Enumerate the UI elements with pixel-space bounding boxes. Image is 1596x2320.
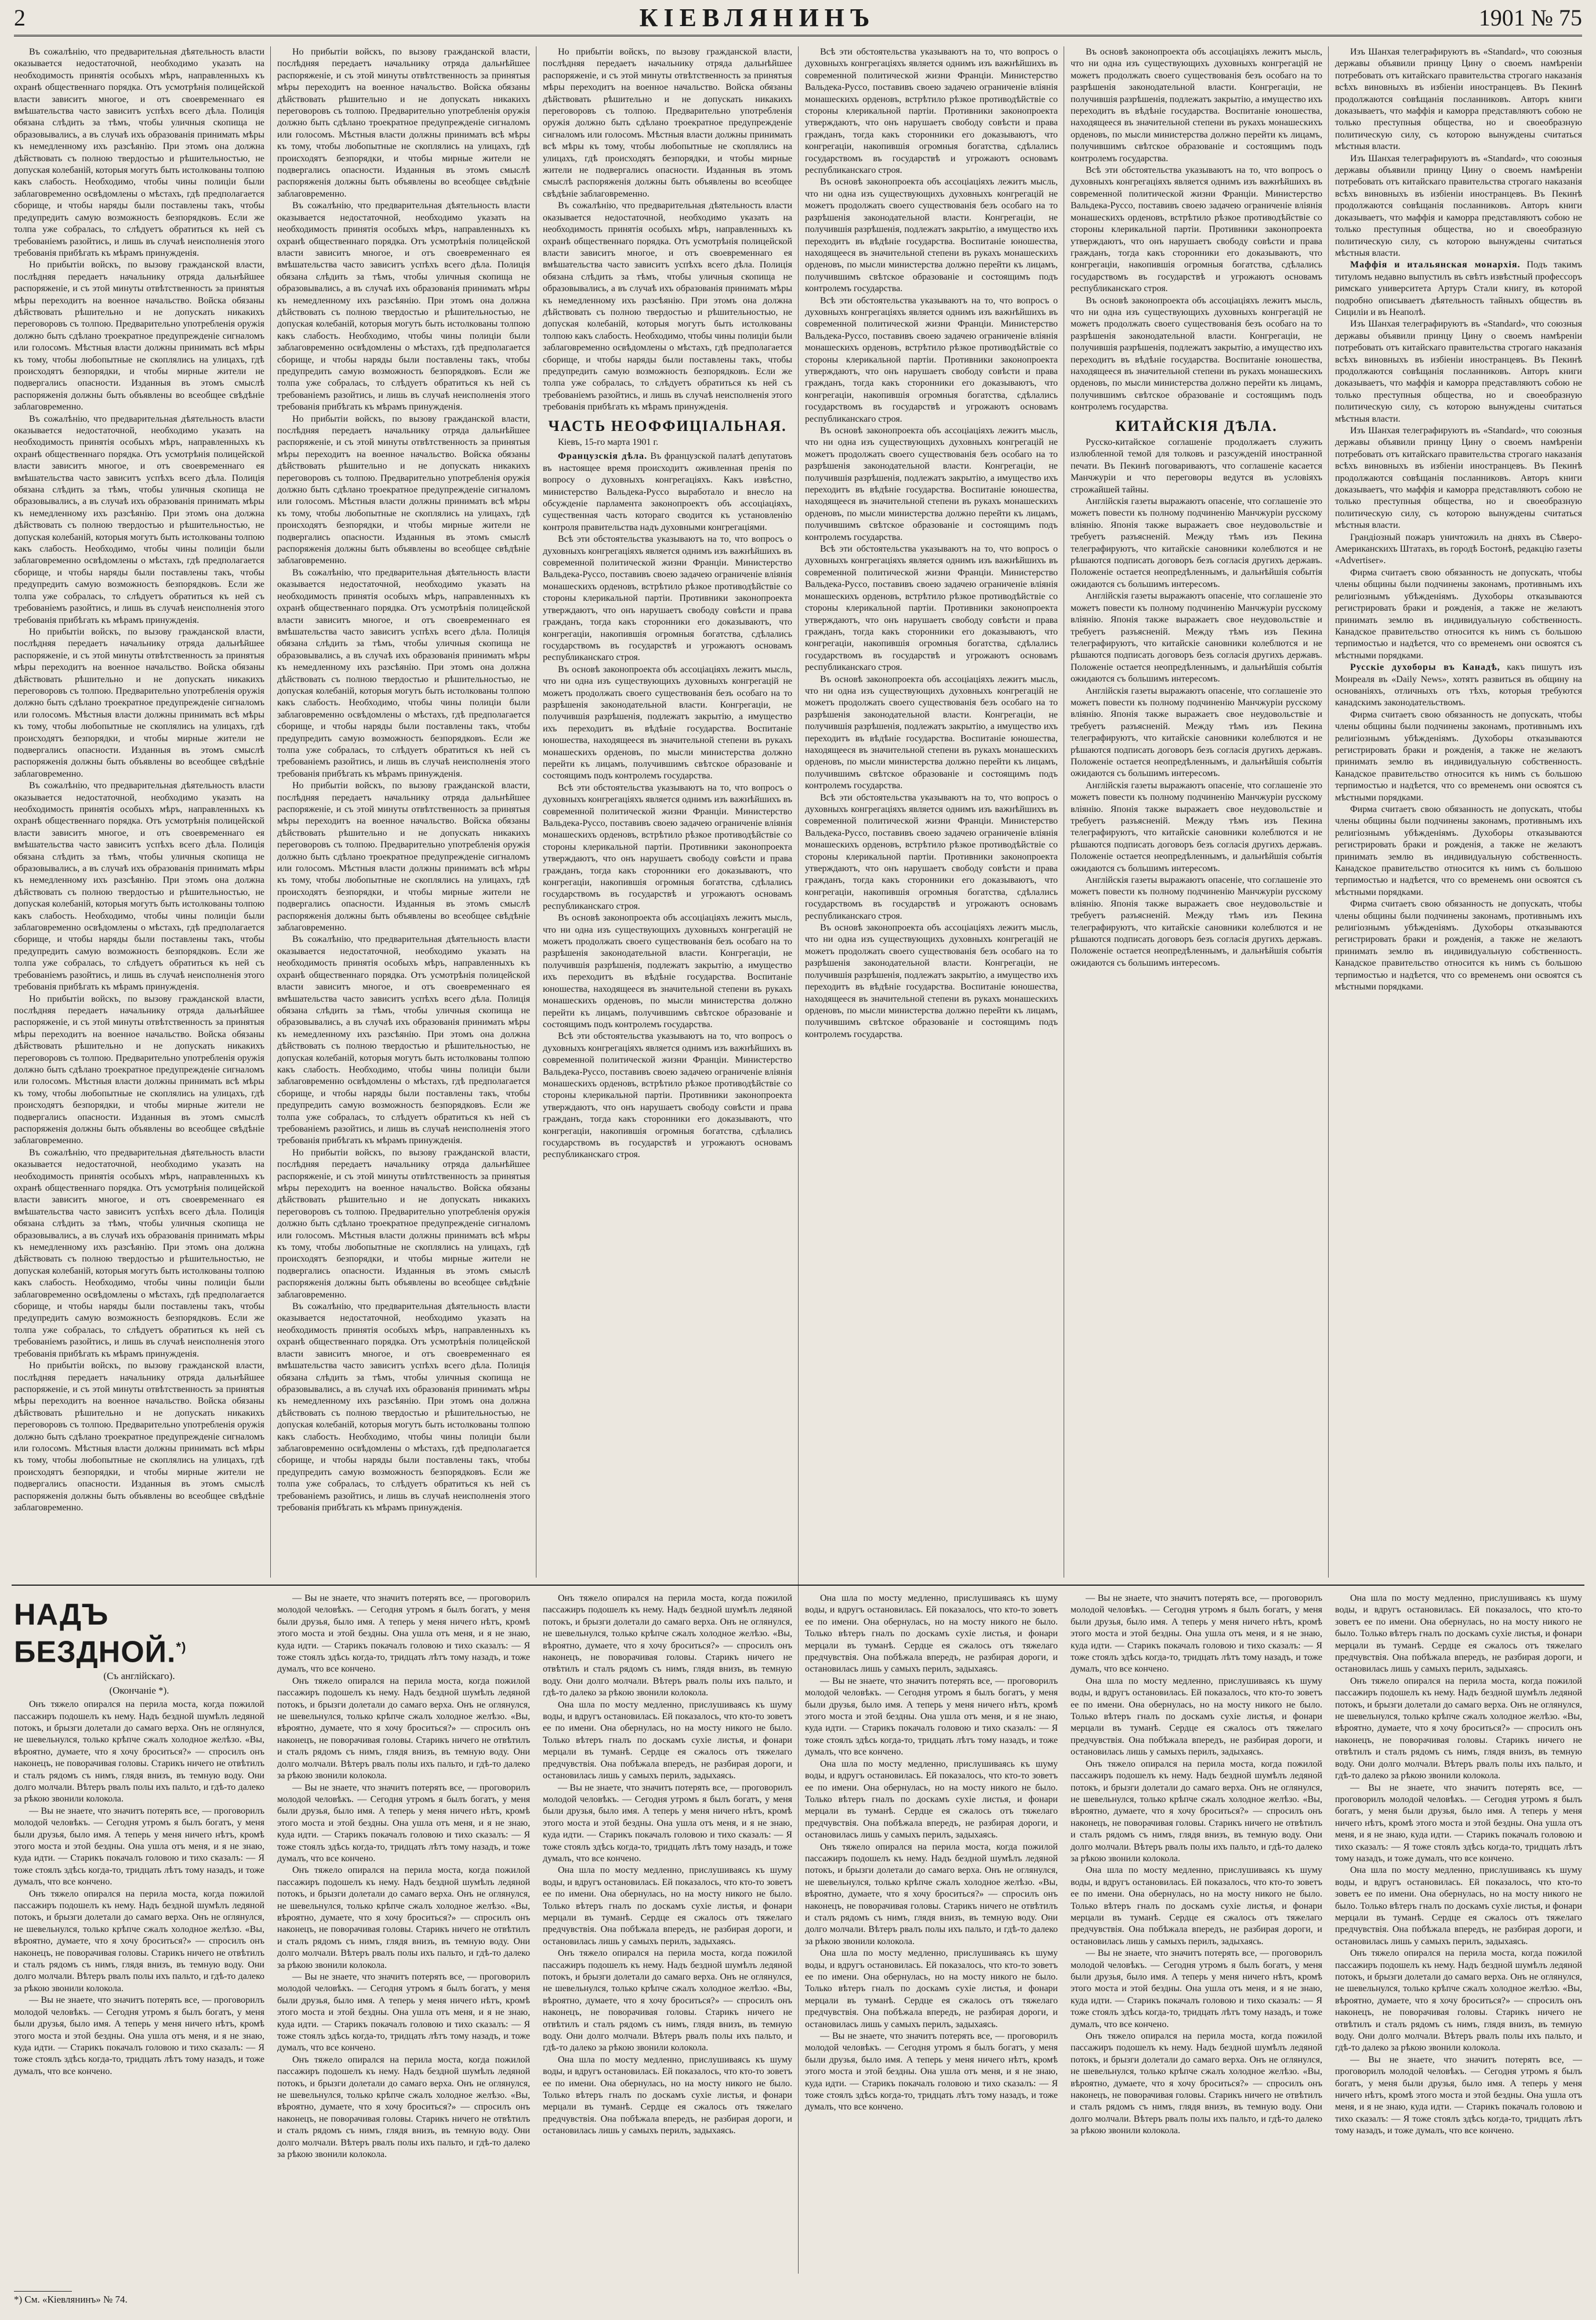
article-text: Англійскія газеты выражаютъ опасеніе, что соглашеніе это можетъ повести къ полному подчиненію Манчжуріи русскому вліянію. Японія также выражаетъ свое неудовольствіе и требуетъ разъясненій. Между тѣмъ изъ Пекина телеграфируютъ, что китайскіе сановники колеблются и не рѣшаются подписать договоръ безъ согласія другихъ державъ. Положеніе остается неопредѣленнымъ, и дальнѣйшія событія ожидаются съ большимъ интересомъ. xyxy=(1071,780,1322,873)
newspaper-title: КІЕВЛЯНИНЪ xyxy=(639,3,876,32)
section-heading-china: КИТАЙСКІЯ ДѢЛА. xyxy=(1115,417,1278,434)
article-text: Всѣ эти обстоятельства указываютъ на то, что вопросъ о духовныхъ конгрегаціяхъ является однимъ изъ важнѣйшихъ въ современной политической жизни Франціи. Министерство Вальдека-Руссо, поставивъ своею задачею ограниченіе вліянія монашескихъ орденовъ, встрѣтило рѣзкое противодѣйствіе со стороны клерикальной партіи. Противники законопроекта утверждаютъ, что онъ нарушаетъ свободу совѣсти и права гражданъ, тогда какъ сторонники его доказываютъ, что конгрегаціи, накопившія огромныя богатства, сдѣлались государствомъ въ государствѣ и угрожаютъ основамъ республиканскаго строя. xyxy=(805,295,1058,424)
mafia-article-lead: Маффія и итальянская монархія. Подъ такимъ титуломъ недавно выпустилъ въ свѣтъ извѣстный профессоръ римскаго университета Артуръ Стали книгу, въ которой подробно описываетъ дѣятельность тайныхъ обществъ въ Сициліи и въ Неаполѣ. xyxy=(1335,260,1582,317)
footnote-rule xyxy=(14,2291,72,2292)
article-text: Въ основѣ законопроекта объ ассоціаціяхъ лежитъ мысль, что ни одна изъ существующихъ духовныхъ конгрегацій не можетъ продолжать своего существованія безъ особаго на то разрѣшенія законодательной власти. Конгрегаціи, не получившія разрѣшенія, подлежатъ закрытію, а имущество ихъ переходитъ въ вѣдѣніе государства. Воспитаніе юношества, находящееся въ значительной степени въ рукахъ монашескихъ орденовъ, по мысли министерства должно перейти къ лицамъ, получившимъ свѣтское образованіе и состоящимъ подъ контролемъ государства. xyxy=(543,913,792,1030)
article-text: Всѣ эти обстоятельства указываютъ на то, что вопросъ о духовныхъ конгрегаціяхъ является однимъ изъ важнѣйшихъ въ современной политической жизни Франціи. Министерство Вальдека-Руссо, поставивъ своею задачею ограниченіе вліянія монашескихъ орденовъ, встрѣтило рѣзкое противодѣйствіе со стороны клерикальной партіи. Противники законопроекта утверждаютъ, что онъ нарушаетъ свободу совѣсти и права гражданъ, тогда какъ сторонники его доказываютъ, что конгрегаціи, накопившія огромныя богатства, сдѣлались государствомъ въ государствѣ и угрожаютъ основамъ республиканскаго строя. xyxy=(543,782,792,911)
column-rule xyxy=(798,46,799,2274)
mafia-article-title: Маффія и итальянская монархія. xyxy=(1350,260,1521,270)
story-text: — Вы не знаете, что значитъ потерять все, — проговорилъ молодой человѣкъ. — Сегодня утромъ я былъ богатъ, у меня были друзья, было имя. А теперь у меня ничего нѣтъ, кромѣ этого моста и этой бездны. Она ушла отъ меня, и я не знаю, куда идти. — Старикъ покачалъ головою и тихо сказалъ: — Я тоже стоялъ здѣсь когда-то, тридцать лѣтъ тому назадъ, и тоже думалъ, что все кончено. xyxy=(1071,1593,1322,1674)
story-text: Она шла по мосту медленно, прислушиваясь къ шуму воды, и вдругъ остановилась. Ей показалось, что кто-то зоветъ ее по имени. Она обернулась, но на мосту никого не было. Только вѣтеръ гналъ по доскамъ сухіе листья, и фонари мерцали въ туманѣ. Сердце ея сжалось отъ тяжелаго предчувствія. Она побѣжала впередъ, не разбирая дороги, и остановилась лишь у самыхъ перилъ, задыхаясь. xyxy=(805,1593,1058,1674)
article-text: Въ сожалѣнію, что предварительная дѣятельность власти оказывается недостаточной, необходимо указать на необходимость принятія особыхъ мѣръ, направленныхъ къ охранѣ общественнаго порядка. Отъ усмотрѣнія полицейской власти зависитъ многое, и отъ своевременнаго ея вмѣшательства часто зависитъ успѣхъ всего дѣла. Полиція обязана слѣдить за тѣмъ, чтобы уличныя скопища не образовывались, а въ случаѣ ихъ образованія принимать мѣры къ немедленному ихъ разсѣянію. При этомъ она должна дѣйствовать съ полною твердостью и рѣшительностью, не допуская колебаній, которыя могутъ быть истолкованы толпою какъ слабость. Необходимо, чтобы чины полиціи были заблаговременно освѣдомлены о мѣстахъ, гдѣ предполагается сборище, и чтобы наряды были поставлены такъ, чтобы предупредить самую возможность безпорядковъ. Если же толпа уже собралась, то слѣдуетъ обратиться къ ней съ требованіемъ разойтись, и лишь въ случаѣ неисполненія этого требованія прибѣгать къ мѣрамъ принужденія. xyxy=(277,567,530,779)
page-number: 2 xyxy=(14,4,26,31)
story-text: — Вы не знаете, что значитъ потерять все, — проговорилъ молодой человѣкъ. — Сегодня утромъ я былъ богатъ, у меня были друзья, было имя. А теперь у меня ничего нѣтъ, кромѣ этого моста и этой бездны. Она ушла отъ меня, и я не знаю, куда идти. — Старикъ покачалъ головою и тихо сказалъ: — Я тоже стоялъ здѣсь когда-то, тридцать лѣтъ тому назадъ, и тоже думалъ, что все кончено. xyxy=(14,1995,264,2076)
article-text: Всѣ эти обстоятельства указываютъ на то, что вопросъ о духовныхъ конгрегаціяхъ является однимъ изъ важнѣйшихъ въ современной политической жизни Франціи. Министерство Вальдека-Руссо, поставивъ своею задачею ограниченіе вліянія монашескихъ орденовъ, встрѣтило рѣзкое противодѣйствіе со стороны клерикальной партіи. Противники законопроекта утверждаютъ, что онъ нарушаетъ свободу совѣсти и права гражданъ, тогда какъ сторонники его доказываютъ, что конгрегаціи, накопившія огромныя богатства, сдѣлались государствомъ въ государствѣ и угрожаютъ основамъ республиканскаго строя. xyxy=(805,47,1058,176)
story-text: Онъ тяжело опирался на перила моста, когда пожилой пассажиръ подошелъ къ нему. Надъ бездной шумѣлъ ледяной потокъ, и брызги долетали до самаго верха. Онъ не оглянулся, не шевельнулся, только крѣпче сжалъ холодное желѣзо. «Вы, вѣроятно, думаете, что я хочу броситься?» — спросилъ онъ наконецъ, не поворачивая головы. Старикъ ничего не отвѣтилъ и сталъ рядомъ съ нимъ, глядя внизъ, въ темную воду. Они долго молчали. Вѣтеръ рвалъ полы ихъ пальто, и гдѣ-то далеко за рѣкою звонили колокола. xyxy=(277,2054,530,2160)
story-text: Онъ тяжело опирался на перила моста, когда пожилой пассажиръ подошелъ къ нему. Надъ бездной шумѣлъ ледяной потокъ, и брызги долетали до самаго верха. Онъ не оглянулся, не шевельнулся, только крѣпче сжалъ холодное желѣзо. «Вы, вѣроятно, думаете, что я хочу броситься?» — спросилъ онъ наконецъ, не поворачивая головы. Старикъ ничего не отвѣтилъ и сталъ рядомъ съ нимъ, глядя внизъ, въ темную воду. Они долго молчали. Вѣтеръ рвалъ полы ихъ пальто, и гдѣ-то далеко за рѣкою звонили колокола. xyxy=(14,1699,264,1804)
dukhobors-article-lead: Русскіе духоборы въ Канадѣ, какъ пишутъ изъ Монреаля въ «Daily News», хотятъ развиться въ общину на основаніяхъ, отличныхъ отъ тѣхъ, которыя требуются канадскимъ законодательствомъ. xyxy=(1335,662,1582,708)
article-text: Въ основѣ законопроекта объ ассоціаціяхъ лежитъ мысль, что ни одна изъ существующихъ духовныхъ конгрегацій не можетъ продолжать своего существованія безъ особаго на то разрѣшенія законодательной власти. Конгрегаціи, не получившія разрѣшенія, подлежатъ закрытію, а имущество ихъ переходитъ въ вѣдѣніе государства. Воспитаніе юношества, находящееся въ значительной степени въ рукахъ монашескихъ орденовъ, по мысли министерства должно перейти къ лицамъ, получившимъ свѣтское образованіе и состоящимъ подъ контролемъ государства. xyxy=(1071,47,1322,164)
article-text: Въ основѣ законопроекта объ ассоціаціяхъ лежитъ мысль, что ни одна изъ существующихъ духовныхъ конгрегацій не можетъ продолжать своего существованія безъ особаго на то разрѣшенія законодательной власти. Конгрегаціи, не получившія разрѣшенія, подлежатъ закрытію, а имущество ихъ переходитъ въ вѣдѣніе государства. Воспитаніе юношества, находящееся въ значительной степени въ рукахъ монашескихъ орденовъ, по мысли министерства должно перейти къ лицамъ, получившимъ свѣтское образованіе и состоящимъ подъ контролемъ государства. xyxy=(543,664,792,781)
story-subtitle: (Съ англійскаго). xyxy=(103,1670,175,1682)
france-article-lead: Французскія дѣла. Въ французской палатѣ депутатовъ въ настоящее время происходитъ оживленная пренія по вопросу о духовныхъ конгрегаціяхъ. Какъ извѣстно, министерство Вальдека-Руссо выработало и внесло на обсужденіе парламента законопроектъ объ ассоціаціяхъ, существенная часть котораго сводится къ установленію контроля правительства надъ духовными конгрегаціями. xyxy=(543,451,792,532)
story-text: Онъ тяжело опирался на перила моста, когда пожилой пассажиръ подошелъ къ нему. Надъ бездной шумѣлъ ледяной потокъ, и брызги долетали до самаго верха. Онъ не оглянулся, не шевельнулся, только крѣпче сжалъ холодное желѣзо. «Вы, вѣроятно, думаете, что я хочу броситься?» — спросилъ онъ наконецъ, не поворачивая головы. Старикъ ничего не отвѣтилъ и сталъ рядомъ съ нимъ, глядя внизъ, въ темную воду. Они долго молчали. Вѣтеръ рвалъ полы ихъ пальто, и гдѣ-то далеко за рѣкою звонили колокола. xyxy=(543,1948,792,2053)
story-title: НАДЪ БЕЗДНОЙ.*) xyxy=(14,1598,187,1669)
article-text: Всѣ эти обстоятельства указываютъ на то, что вопросъ о духовныхъ конгрегаціяхъ является однимъ изъ важнѣйшихъ въ современной политической жизни Франціи. Министерство Вальдека-Руссо, поставивъ своею задачею ограниченіе вліянія монашескихъ орденовъ, встрѣтило рѣзкое противодѣйствіе со стороны клерикальной партіи. Противники законопроекта утверждаютъ, что онъ нарушаетъ свободу совѣсти и права гражданъ, тогда какъ сторонники его доказываютъ, что конгрегаціи, накопившія огромныя богатства, сдѣлались государствомъ въ государствѣ и угрожаютъ основамъ республиканскаго строя. xyxy=(805,544,1058,673)
article-text: Въ основѣ законопроекта объ ассоціаціяхъ лежитъ мысль, что ни одна изъ существующихъ духовныхъ конгрегацій не можетъ продолжать своего существованія безъ особаго на то разрѣшенія законодательной власти. Конгрегаціи, не получившія разрѣшенія, подлежатъ закрытію, а имущество ихъ переходитъ въ вѣдѣніе государства. Воспитаніе юношества, находящееся въ значительной степени въ рукахъ монашескихъ орденовъ, по мысли министерства должно перейти къ лицамъ, получившимъ свѣтское образованіе и состоящимъ подъ контролемъ государства. xyxy=(805,674,1058,791)
story-footnote-mark: *) xyxy=(176,1640,187,1654)
column-rule xyxy=(1328,46,1329,1578)
article-text: Но прибытіи войскъ, по вызову гражданской власти, послѣдняя передаетъ начальнику отряда дальнѣйшее распоряженіе, и съ этой минуты отвѣтственность за принятыя мѣры переходитъ на военное начальство. Войска обязаны дѣйствовать рѣшительно и не допускать никакихъ переговоровъ съ толпою. Предварительно употребленія оружія должно быть сдѣлано троекратное предупрежденіе сигналомъ или голосомъ. Мѣстныя власти должны принимать всѣ мѣры къ тому, чтобы любопытные не скоплялись на улицахъ, гдѣ происходятъ безпорядки, и чтобы мирные жители не подвергались опасности. Изданныя въ этомъ смыслѣ распоряженія должны быть объявлены во всеобщее свѣдѣніе заблаговременно. xyxy=(277,1147,530,1300)
story-text: — Вы не знаете, что значитъ потерять все, — проговорилъ молодой человѣкъ. — Сегодня утромъ я былъ богатъ, у меня были друзья, было имя. А теперь у меня ничего нѣтъ, кромѣ этого моста и этой бездны. Она ушла отъ меня, и я не знаю, куда идти. — Старикъ покачалъ головою и тихо сказалъ: — Я тоже стоялъ здѣсь когда-то, тридцать лѣтъ тому назадъ, и тоже думалъ, что все кончено. xyxy=(805,1676,1058,1757)
story-text: — Вы не знаете, что значитъ потерять все, — проговорилъ молодой человѣкъ. — Сегодня утромъ я былъ богатъ, у меня были друзья, было имя. А теперь у меня ничего нѣтъ, кромѣ этого моста и этой бездны. Она ушла отъ меня, и я не знаю, куда идти. — Старикъ покачалъ головою и тихо сказалъ: — Я тоже стоялъ здѣсь когда-то, тридцать лѣтъ тому назадъ, и тоже думалъ, что все кончено. xyxy=(805,2031,1058,2112)
story-text: — Вы не знаете, что значитъ потерять все, — проговорилъ молодой человѣкъ. — Сегодня утромъ я былъ богатъ, у меня были друзья, было имя. А теперь у меня ничего нѣтъ, кромѣ этого моста и этой бездны. Она ушла отъ меня, и я не знаю, куда идти. — Старикъ покачалъ головою и тихо сказалъ: — Я тоже стоялъ здѣсь когда-то, тридцать лѣтъ тому назадъ, и тоже думалъ, что все кончено. xyxy=(277,1782,530,1864)
article-text: Изъ Шанхая телеграфируютъ въ «Standard», что союзныя державы объявили принцу Цину о своемъ намѣреніи потребовать отъ китайскаго правительства строгаго наказанія всѣхъ виновныхъ въ избіеніи иностранцевъ. Въ Пекинѣ продолжаются совѣщанія посланниковъ. Авторъ книги доказываетъ, что маффія и каморра представляютъ собою не только преступныя общества, но и своеобразную политическую силу, съ которою вынуждены считаться мѣстныя власти. xyxy=(1335,47,1582,152)
article-text: Англійскія газеты выражаютъ опасеніе, что соглашеніе это можетъ повести къ полному подчиненію Манчжуріи русскому вліянію. Японія также выражаетъ свое неудовольствіе и требуетъ разъясненій. Между тѣмъ изъ Пекина телеграфируютъ, что китайскіе сановники колеблются и не рѣшаются подписать договоръ безъ согласія другихъ державъ. Положеніе остается неопредѣленнымъ, и дальнѣйшія событія ожидаются съ большимъ интересомъ. xyxy=(1071,686,1322,779)
story-separator xyxy=(12,1585,1584,1586)
story-text: — Вы не знаете, что значитъ потерять все, — проговорилъ молодой человѣкъ. — Сегодня утромъ я былъ богатъ, у меня были друзья, было имя. А теперь у меня ничего нѣтъ, кромѣ этого моста и этой бездны. Она ушла отъ меня, и я не знаю, куда идти. — Старикъ покачалъ головою и тихо сказалъ: — Я тоже стоялъ здѣсь когда-то, тридцать лѣтъ тому назадъ, и тоже думалъ, что все кончено. xyxy=(277,1593,530,1674)
story-text: Она шла по мосту медленно, прислушиваясь къ шуму воды, и вдругъ остановилась. Ей показалось, что кто-то зоветъ ее по имени. Она обернулась, но на мосту никого не было. Только вѣтеръ гналъ по доскамъ сухіе листья, и фонари мерцали въ туманѣ. Сердце ея сжалось отъ тяжелаго предчувствія. Она побѣжала впередъ, не разбирая дороги, и остановилась лишь у самыхъ перилъ, задыхаясь. xyxy=(1335,1865,1582,1946)
column-rule xyxy=(270,46,271,1578)
article-text: Англійскія газеты выражаютъ опасеніе, что соглашеніе это можетъ повести къ полному подчиненію Манчжуріи русскому вліянію. Японія также выражаетъ свое неудовольствіе и требуетъ разъясненій. Между тѣмъ изъ Пекина телеграфируютъ, что китайскіе сановники колеблются и не рѣшаются подписать договоръ безъ согласія другихъ державъ. Положеніе остается неопредѣленнымъ, и дальнѣйшія событія ожидаются съ большимъ интересомъ. xyxy=(1071,591,1322,684)
article-text: Но прибытіи войскъ, по вызову гражданской власти, послѣдняя передаетъ начальнику отряда дальнѣйшее распоряженіе, и съ этой минуты отвѣтственность за принятыя мѣры переходитъ на военное начальство. Войска обязаны дѣйствовать рѣшительно и не допускать никакихъ переговоровъ съ толпою. Предварительно употребленія оружія должно быть сдѣлано троекратное предупрежденіе сигналомъ или голосомъ. Мѣстныя власти должны принимать всѣ мѣры къ тому, чтобы любопытные не скоплялись на улицахъ, гдѣ происходятъ безпорядки, и чтобы мирные жители не подвергались опасности. Изданныя въ этомъ смыслѣ распоряженія должны быть объявлены во всеобщее свѣдѣніе заблаговременно. xyxy=(277,781,530,933)
story-text: Онъ тяжело опирался на перила моста, когда пожилой пассажиръ подошелъ къ нему. Надъ бездной шумѣлъ ледяной потокъ, и брызги долетали до самаго верха. Онъ не оглянулся, не шевельнулся, только крѣпче сжалъ холодное желѣзо. «Вы, вѣроятно, думаете, что я хочу броситься?» — спросилъ онъ наконецъ, не поворачивая головы. Старикъ ничего не отвѣтилъ и сталъ рядомъ съ нимъ, глядя внизъ, въ темную воду. Они долго молчали. Вѣтеръ рвалъ полы ихъ пальто, и гдѣ-то далеко за рѣкою звонили колокола. xyxy=(1335,1676,1582,1781)
article-text: Въ сожалѣнію, что предварительная дѣятельность власти оказывается недостаточной, необходимо указать на необходимость принятія особыхъ мѣръ, направленныхъ къ охранѣ общественнаго порядка. Отъ усмотрѣнія полицейской власти зависитъ многое, и отъ своевременнаго ея вмѣшательства часто зависитъ успѣхъ всего дѣла. Полиція обязана слѣдить за тѣмъ, чтобы уличныя скопища не образовывались, а въ случаѣ ихъ образованія принимать мѣры къ немедленному ихъ разсѣянію. При этомъ она должна дѣйствовать съ полною твердостью и рѣшительностью, не допуская колебаній, которыя могутъ быть истолкованы толпою какъ слабость. Необходимо, чтобы чины полиціи были заблаговременно освѣдомлены о мѣстахъ, гдѣ предполагается сборище, и чтобы наряды были поставлены такъ, чтобы предупредить самую возможность безпорядковъ. Если же толпа уже собралась, то слѣдуетъ обратиться къ ней съ требованіемъ разойтись, и лишь въ случаѣ неисполненія этого требованія прибѣгать къ мѣрамъ принужденія. xyxy=(14,781,264,992)
article-text: Въ сожалѣнію, что предварительная дѣятельность власти оказывается недостаточной, необходимо указать на необходимость принятія особыхъ мѣръ, направленныхъ къ охранѣ общественнаго порядка. Отъ усмотрѣнія полицейской власти зависитъ многое, и отъ своевременнаго ея вмѣшательства часто зависитъ успѣхъ всего дѣла. Полиція обязана слѣдить за тѣмъ, чтобы уличныя скопища не образовывались, а въ случаѣ ихъ образованія принимать мѣры къ немедленному ихъ разсѣянію. При этомъ она должна дѣйствовать съ полною твердостью и рѣшительностью, не допуская колебаній, которыя могутъ быть истолкованы толпою какъ слабость. Необходимо, чтобы чины полиціи были заблаговременно освѣдомлены о мѣстахъ, гдѣ предполагается сборище, и чтобы наряды были поставлены такъ, чтобы предупредить самую возможность безпорядковъ. Если же толпа уже собралась, то слѣдуетъ обратиться къ ней съ требованіемъ разойтись, и лишь въ случаѣ неисполненія этого требованія прибѣгать къ мѣрамъ принужденія. xyxy=(14,47,264,258)
article-text: Фирма считаетъ свою обязанность не допускать, чтобы члены общины были подчинены законамъ, противнымъ ихъ религіознымъ убѣжденіямъ. Духоборы отказываются регистрировать браки и рожденія, а также не желаютъ принимать землю въ индивидуальную собственность. Канадское правительство относится къ нимъ съ большою терпимостью и надѣется, что со временемъ они освоятся съ мѣстными порядками. xyxy=(1335,709,1582,803)
story-text: — Вы не знаете, что значитъ потерять все, — проговорилъ молодой человѣкъ. — Сегодня утромъ я былъ богатъ, у меня были друзья, было имя. А теперь у меня ничего нѣтъ, кромѣ этого моста и этой бездны. Она ушла отъ меня, и я не знаю, куда идти. — Старикъ покачалъ головою и тихо сказалъ: — Я тоже стоялъ здѣсь когда-то, тридцать лѣтъ тому назадъ, и тоже думалъ, что все кончено. xyxy=(14,1806,264,1887)
story-text: — Вы не знаете, что значитъ потерять все, — проговорилъ молодой человѣкъ. — Сегодня утромъ я былъ богатъ, у меня были друзья, было имя. А теперь у меня ничего нѣтъ, кромѣ этого моста и этой бездны. Она ушла отъ меня, и я не знаю, куда идти. — Старикъ покачалъ головою и тихо сказалъ: — Я тоже стоялъ здѣсь когда-то, тридцать лѣтъ тому назадъ, и тоже думалъ, что все кончено. xyxy=(543,1782,792,1864)
column-6 xyxy=(1335,46,1582,1578)
article-text: Въ основѣ законопроекта объ ассоціаціяхъ лежитъ мысль, что ни одна изъ существующихъ духовныхъ конгрегацій не можетъ продолжать своего существованія безъ особаго на то разрѣшенія законодательной власти. Конгрегаціи, не получившія разрѣшенія, подлежатъ закрытію, а имущество ихъ переходитъ въ вѣдѣніе государства. Воспитаніе юношества, находящееся въ значительной степени въ рукахъ монашескихъ орденовъ, по мысли министерства должно перейти къ лицамъ, получившимъ свѣтское образованіе и состоящимъ подъ контролемъ государства. xyxy=(805,177,1058,294)
story-text: Она шла по мосту медленно, прислушиваясь къ шуму воды, и вдругъ остановилась. Ей показалось, что кто-то зоветъ ее по имени. Она обернулась, но на мосту никого не было. Только вѣтеръ гналъ по доскамъ сухіе листья, и фонари мерцали въ туманѣ. Сердце ея сжалось отъ тяжелаго предчувствія. Она побѣжала впередъ, не разбирая дороги, и остановилась лишь у самыхъ перилъ, задыхаясь. xyxy=(543,1699,792,1781)
article-text: Фирма считаетъ свою обязанность не допускать, чтобы члены общины были подчинены законамъ, противнымъ ихъ религіознымъ убѣжденіямъ. Духоборы отказываются регистрировать браки и рожденія, а также не желаютъ принимать землю въ индивидуальную собственность. Канадское правительство относится къ нимъ съ большою терпимостью и надѣется, что со временемъ они освоятся съ мѣстными порядками. xyxy=(1335,567,1582,661)
story-text: — Вы не знаете, что значитъ потерять все, — проговорилъ молодой человѣкъ. — Сегодня утромъ я былъ богатъ, у меня были друзья, было имя. А теперь у меня ничего нѣтъ, кромѣ этого моста и этой бездны. Она ушла отъ меня, и я не знаю, куда идти. — Старикъ покачалъ головою и тихо сказалъ: — Я тоже стоялъ здѣсь когда-то, тридцать лѣтъ тому назадъ, и тоже думалъ, что все кончено. xyxy=(1335,2054,1582,2136)
story-column-2 xyxy=(277,1593,530,2312)
story-footnote: *) См. «Кіевлянинъ» № 74. xyxy=(14,2294,128,2305)
story-text: Она шла по мосту медленно, прислушиваясь къ шуму воды, и вдругъ остановилась. Ей показалось, что кто-то зоветъ ее по имени. Она обернулась, но на мосту никого не было. Только вѣтеръ гналъ по доскамъ сухіе листья, и фонари мерцали въ туманѣ. Сердце ея сжалось отъ тяжелаго предчувствія. Она побѣжала впередъ, не разбирая дороги, и остановилась лишь у самыхъ перилъ, задыхаясь. xyxy=(805,1948,1058,2029)
story-column-1 xyxy=(14,1593,264,2283)
article-text: Фирма считаетъ свою обязанность не допускать, чтобы члены общины были подчинены законамъ, противнымъ ихъ религіознымъ убѣжденіямъ. Духоборы отказываются регистрировать браки и рожденія, а также не желаютъ принимать землю въ индивидуальную собственность. Канадское правительство относится къ нимъ съ большою терпимостью и надѣется, что со временемъ они освоятся съ мѣстными порядками. xyxy=(1335,804,1582,897)
article-text: Въ сожалѣнію, что предварительная дѣятельность власти оказывается недостаточной, необходимо указать на необходимость принятія особыхъ мѣръ, направленныхъ къ охранѣ общественнаго порядка. Отъ усмотрѣнія полицейской власти зависитъ многое, и отъ своевременнаго ея вмѣшательства часто зависитъ успѣхъ всего дѣла. Полиція обязана слѣдить за тѣмъ, чтобы уличныя скопища не образовывались, а въ случаѣ ихъ образованія принимать мѣры къ немедленному ихъ разсѣянію. При этомъ она должна дѣйствовать съ полною твердостью и рѣшительностью, не допуская колебаній, которыя могутъ быть истолкованы толпою какъ слабость. Необходимо, чтобы чины полиціи были заблаговременно освѣдомлены о мѣстахъ, гдѣ предполагается сборище, и чтобы наряды были поставлены такъ, чтобы предупредить самую возможность безпорядковъ. Если же толпа уже собралась, то слѣдуетъ обратиться къ ней съ требованіемъ разойтись, и лишь въ случаѣ неисполненія этого требованія прибѣгать къ мѣрамъ принужденія. xyxy=(14,414,264,625)
story-text: Онъ тяжело опирался на перила моста, когда пожилой пассажиръ подошелъ къ нему. Надъ бездной шумѣлъ ледяной потокъ, и брызги долетали до самаго верха. Онъ не оглянулся, не шевельнулся, только крѣпче сжалъ холодное желѣзо. «Вы, вѣроятно, думаете, что я хочу броситься?» — спросилъ онъ наконецъ, не поворачивая головы. Старикъ ничего не отвѣтилъ и сталъ рядомъ съ нимъ, глядя внизъ, въ темную воду. Они долго молчали. Вѣтеръ рвалъ полы ихъ пальто, и гдѣ-то далеко за рѣкою звонили колокола. xyxy=(1071,2031,1322,2136)
article-text: Въ основѣ законопроекта объ ассоціаціяхъ лежитъ мысль, что ни одна изъ существующихъ духовныхъ конгрегацій не можетъ продолжать своего существованія безъ особаго на то разрѣшенія законодательной власти. Конгрегаціи, не получившія разрѣшенія, подлежатъ закрытію, а имущество ихъ переходитъ въ вѣдѣніе государства. Воспитаніе юношества, находящееся въ значительной степени въ рукахъ монашескихъ орденовъ, по мысли министерства должно перейти къ лицамъ, получившимъ свѣтское образованіе и состоящимъ подъ контролемъ государства. xyxy=(805,426,1058,542)
story-text: Онъ тяжело опирался на перила моста, когда пожилой пассажиръ подошелъ къ нему. Надъ бездной шумѣлъ ледяной потокъ, и брызги долетали до самаго верха. Онъ не оглянулся, не шевельнулся, только крѣпче сжалъ холодное желѣзо. «Вы, вѣроятно, думаете, что я хочу броситься?» — спросилъ онъ наконецъ, не поворачивая головы. Старикъ ничего не отвѣтилъ и сталъ рядомъ съ нимъ, глядя внизъ, въ темную воду. Они долго молчали. Вѣтеръ рвалъ полы ихъ пальто, и гдѣ-то далеко за рѣкою звонили колокола. xyxy=(277,1676,530,1781)
china-article-lead: Русско-китайское соглашеніе продолжаетъ служить излюбленной темой для толковъ и разсужденій иностранной печати. Въ Пекинѣ поговариваютъ, что соглашеніе касается Манчжуріи и что переговоры ведутся въ условіяхъ строжайшей тайны. xyxy=(1071,437,1322,495)
story-text: Она шла по мосту медленно, прислушиваясь къ шуму воды, и вдругъ остановилась. Ей показалось, что кто-то зоветъ ее по имени. Она обернулась, но на мосту никого не было. Только вѣтеръ гналъ по доскамъ сухіе листья, и фонари мерцали въ туманѣ. Сердце ея сжалось отъ тяжелаго предчувствія. Она побѣжала впередъ, не разбирая дороги, и остановилась лишь у самыхъ перилъ, задыхаясь. xyxy=(543,2054,792,2136)
article-text: Въ основѣ законопроекта объ ассоціаціяхъ лежитъ мысль, что ни одна изъ существующихъ духовныхъ конгрегацій не можетъ продолжать своего существованія безъ особаго на то разрѣшенія законодательной власти. Конгрегаціи, не получившія разрѣшенія, подлежатъ закрытію, а имущество ихъ переходитъ въ вѣдѣніе государства. Воспитаніе юношества, находящееся въ значительной степени въ рукахъ монашескихъ орденовъ, по мысли министерства должно перейти къ лицамъ, получившимъ свѣтское образованіе и состоящимъ подъ контролемъ государства. xyxy=(805,923,1058,1039)
section-heading-unofficial: ЧАСТЬ НЕОФФИЦІАЛЬНАЯ. xyxy=(548,417,787,434)
story-text: — Вы не знаете, что значитъ потерять все, — проговорилъ молодой человѣкъ. — Сегодня утромъ я былъ богатъ, у меня были друзья, было имя. А теперь у меня ничего нѣтъ, кромѣ этого моста и этой бездны. Она ушла отъ меня, и я не знаю, куда идти. — Старикъ покачалъ головою и тихо сказалъ: — Я тоже стоялъ здѣсь когда-то, тридцать лѣтъ тому назадъ, и тоже думалъ, что все кончено. xyxy=(1071,1948,1322,2029)
story-text: Онъ тяжело опирался на перила моста, когда пожилой пассажиръ подошелъ къ нему. Надъ бездной шумѣлъ ледяной потокъ, и брызги долетали до самаго верха. Онъ не оглянулся, не шевельнулся, только крѣпче сжалъ холодное желѣзо. «Вы, вѣроятно, думаете, что я хочу броситься?» — спросилъ онъ наконецъ, не поворачивая головы. Старикъ ничего не отвѣтилъ и сталъ рядомъ съ нимъ, глядя внизъ, въ темную воду. Они долго молчали. Вѣтеръ рвалъ полы ихъ пальто, и гдѣ-то далеко за рѣкою звонили колокола. xyxy=(1335,1948,1582,2053)
article-text: Фирма считаетъ свою обязанность не допускать, чтобы члены общины были подчинены законамъ, противнымъ ихъ религіознымъ убѣжденіямъ. Духоборы отказываются регистрировать браки и рожденія, а также не желаютъ принимать землю въ индивидуальную собственность. Канадское правительство относится къ нимъ съ большою терпимостью и надѣется, что со временемъ они освоятся съ мѣстными порядками. xyxy=(1335,899,1582,992)
article-text: Въ сожалѣнію, что предварительная дѣятельность власти оказывается недостаточной, необходимо указать на необходимость принятія особыхъ мѣръ, направленныхъ къ охранѣ общественнаго порядка. Отъ усмотрѣнія полицейской власти зависитъ многое, и отъ своевременнаго ея вмѣшательства часто зависитъ успѣхъ всего дѣла. Полиція обязана слѣдить за тѣмъ, чтобы уличныя скопища не образовывались, а въ случаѣ ихъ образованія принимать мѣры къ немедленному ихъ разсѣянію. При этомъ она должна дѣйствовать съ полною твердостью и рѣшительностью, не допуская колебаній, которыя могутъ быть истолкованы толпою какъ слабость. Необходимо, чтобы чины полиціи были заблаговременно освѣдомлены о мѣстахъ, гдѣ предполагается сборище, и чтобы наряды были поставлены такъ, чтобы предупредить самую возможность безпорядковъ. Если же толпа уже собралась, то слѣдуетъ обратиться къ ней съ требованіемъ разойтись, и лишь въ случаѣ неисполненія этого требованія прибѣгать къ мѣрамъ принужденія. xyxy=(543,201,792,412)
article-text: Всѣ эти обстоятельства указываютъ на то, что вопросъ о духовныхъ конгрегаціяхъ является однимъ изъ важнѣйшихъ въ современной политической жизни Франціи. Министерство Вальдека-Руссо, поставивъ своею задачею ограниченіе вліянія монашескихъ орденовъ, встрѣтило рѣзкое противодѣйствіе со стороны клерикальной партіи. Противники законопроекта утверждаютъ, что онъ нарушаетъ свободу совѣсти и права гражданъ, тогда какъ сторонники его доказываютъ, что конгрегаціи, накопившія огромныя богатства, сдѣлались государствомъ въ государствѣ и угрожаютъ основамъ республиканскаго строя. xyxy=(805,792,1058,921)
story-text: Онъ тяжело опирался на перила моста, когда пожилой пассажиръ подошелъ къ нему. Надъ бездной шумѣлъ ледяной потокъ, и брызги долетали до самаго верха. Онъ не оглянулся, не шевельнулся, только крѣпче сжалъ холодное желѣзо. «Вы, вѣроятно, думаете, что я хочу броситься?» — спросилъ онъ наконецъ, не поворачивая головы. Старикъ ничего не отвѣтилъ и сталъ рядомъ съ нимъ, глядя внизъ, въ темную воду. Они долго молчали. Вѣтеръ рвалъ полы ихъ пальто, и гдѣ-то далеко за рѣкою звонили колокола. xyxy=(543,1593,792,1698)
article-text: Въ основѣ законопроекта объ ассоціаціяхъ лежитъ мысль, что ни одна изъ существующихъ духовныхъ конгрегацій не можетъ продолжать своего существованія безъ особаго на то разрѣшенія законодательной власти. Конгрегаціи, не получившія разрѣшенія, подлежатъ закрытію, а имущество ихъ переходитъ въ вѣдѣніе государства. Воспитаніе юношества, находящееся въ значительной степени въ рукахъ монашескихъ орденовъ, по мысли министерства должно перейти къ лицамъ, получившимъ свѣтское образованіе и состоящимъ подъ контролемъ государства. xyxy=(1071,295,1322,412)
article-text: Изъ Шанхая телеграфируютъ въ «Standard», что союзныя державы объявили принцу Цину о своемъ намѣреніи потребовать отъ китайскаго правительства строгаго наказанія всѣхъ виновныхъ въ избіеніи иностранцевъ. Въ Пекинѣ продолжаются совѣщанія посланниковъ. Авторъ книги доказываетъ, что маффія и каморра представляютъ собою не только преступныя общества, но и своеобразную политическую силу, съ которою вынуждены считаться мѣстныя власти. xyxy=(1335,319,1582,424)
story-text: Онъ тяжело опирался на перила моста, когда пожилой пассажиръ подошелъ къ нему. Надъ бездной шумѣлъ ледяной потокъ, и брызги долетали до самаго верха. Онъ не оглянулся, не шевельнулся, только крѣпче сжалъ холодное желѣзо. «Вы, вѣроятно, думаете, что я хочу броситься?» — спросилъ онъ наконецъ, не поворачивая головы. Старикъ ничего не отвѣтилъ и сталъ рядомъ съ нимъ, глядя внизъ, въ темную воду. Они долго молчали. Вѣтеръ рвалъ полы ихъ пальто, и гдѣ-то далеко за рѣкою звонили колокола. xyxy=(277,1865,530,1970)
article-text: Въ сожалѣнію, что предварительная дѣятельность власти оказывается недостаточной, необходимо указать на необходимость принятія особыхъ мѣръ, направленныхъ къ охранѣ общественнаго порядка. Отъ усмотрѣнія полицейской власти зависитъ многое, и отъ своевременнаго ея вмѣшательства часто зависитъ успѣхъ всего дѣла. Полиція обязана слѣдить за тѣмъ, чтобы уличныя скопища не образовывались, а въ случаѣ ихъ образованія принимать мѣры къ немедленному ихъ разсѣянію. При этомъ она должна дѣйствовать съ полною твердостью и рѣшительностью, не допуская колебаній, которыя могутъ быть истолкованы толпою какъ слабость. Необходимо, чтобы чины полиціи были заблаговременно освѣдомлены о мѣстахъ, гдѣ предполагается сборище, и чтобы наряды были поставлены такъ, чтобы предупредить самую возможность безпорядковъ. Если же толпа уже собралась, то слѣдуетъ обратиться къ ней съ требованіемъ разойтись, и лишь въ случаѣ неисполненія этого требованія прибѣгать къ мѣрамъ принужденія. xyxy=(277,1302,530,1513)
issue-number: 1901 № 75 xyxy=(1478,4,1582,31)
article-text: Но прибытіи войскъ, по вызову гражданской власти, послѣдняя передаетъ начальнику отряда дальнѣйшее распоряженіе, и съ этой минуты отвѣтственность за принятыя мѣры переходитъ на военное начальство. Войска обязаны дѣйствовать рѣшительно и не допускать никакихъ переговоровъ съ толпою. Предварительно употребленія оружія должно быть сдѣлано троекратное предупрежденіе сигналомъ или голосомъ. Мѣстныя власти должны принимать всѣ мѣры къ тому, чтобы любопытные не скоплялись на улицахъ, гдѣ происходятъ безпорядки, и чтобы мирные жители не подвергались опасности. Изданныя въ этомъ смыслѣ распоряженія должны быть объявлены во всеобщее свѣдѣніе заблаговременно. xyxy=(14,1361,264,1513)
article-text: Но прибытіи войскъ, по вызову гражданской власти, послѣдняя передаетъ начальнику отряда дальнѣйшее распоряженіе, и съ этой минуты отвѣтственность за принятыя мѣры переходитъ на военное начальство. Войска обязаны дѣйствовать рѣшительно и не допускать никакихъ переговоровъ съ толпою. Предварительно употребленія оружія должно быть сдѣлано троекратное предупрежденіе сигналомъ или голосомъ. Мѣстныя власти должны принимать всѣ мѣры къ тому, чтобы любопытные не скоплялись на улицахъ, гдѣ происходятъ безпорядки, и чтобы мирные жители не подвергались опасности. Изданныя въ этомъ смыслѣ распоряженія должны быть объявлены во всеобщее свѣдѣніе заблаговременно. xyxy=(14,994,264,1146)
article-text: Но прибытіи войскъ, по вызову гражданской власти, послѣдняя передаетъ начальнику отряда дальнѣйшее распоряженіе, и съ этой минуты отвѣтственность за принятыя мѣры переходитъ на военное начальство. Войска обязаны дѣйствовать рѣшительно и не допускать никакихъ переговоровъ съ толпою. Предварительно употребленія оружія должно быть сдѣлано троекратное предупрежденіе сигналомъ или голосомъ. Мѣстныя власти должны принимать всѣ мѣры къ тому, чтобы любопытные не скоплялись на улицахъ, гдѣ происходятъ безпорядки, и чтобы мирные жители не подвергались опасности. Изданныя въ этомъ смыслѣ распоряженія должны быть объявлены во всеобщее свѣдѣніе заблаговременно. xyxy=(14,260,264,412)
story-text: — Вы не знаете, что значитъ потерять все, — проговорилъ молодой человѣкъ. — Сегодня утромъ я былъ богатъ, у меня были друзья, было имя. А теперь у меня ничего нѣтъ, кромѣ этого моста и этой бездны. Она ушла отъ меня, и я не знаю, куда идти. — Старикъ покачалъ головою и тихо сказалъ: — Я тоже стоялъ здѣсь когда-то, тридцать лѣтъ тому назадъ, и тоже думалъ, что все кончено. xyxy=(277,1972,530,2053)
article-text: Но прибытіи войскъ, по вызову гражданской власти, послѣдняя передаетъ начальнику отряда дальнѣйшее распоряженіе, и съ этой минуты отвѣтственность за принятыя мѣры переходитъ на военное начальство. Войска обязаны дѣйствовать рѣшительно и не допускать никакихъ переговоровъ съ толпою. Предварительно употребленія оружія должно быть сдѣлано троекратное предупрежденіе сигналомъ или голосомъ. Мѣстныя власти должны принимать всѣ мѣры къ тому, чтобы любопытные не скоплялись на улицахъ, гдѣ происходятъ безпорядки, и чтобы мирные жители не подвергались опасности. Изданныя въ этомъ смыслѣ распоряженія должны быть объявлены во всеобщее свѣдѣніе заблаговременно. xyxy=(543,47,792,199)
article-text: Всѣ эти обстоятельства указываютъ на то, что вопросъ о духовныхъ конгрегаціяхъ является однимъ изъ важнѣйшихъ въ современной политической жизни Франціи. Министерство Вальдека-Руссо, поставивъ своею задачею ограниченіе вліянія монашескихъ орденовъ, встрѣтило рѣзкое противодѣйствіе со стороны клерикальной партіи. Противники законопроекта утверждаютъ, что онъ нарушаетъ свободу совѣсти и права гражданъ, тогда какъ сторонники его доказываютъ, что конгрегаціи, накопившія огромныя богатства, сдѣлались государствомъ въ государствѣ и угрожаютъ основамъ республиканскаго строя. xyxy=(1071,165,1322,294)
article-text: Изъ Шанхая телеграфируютъ въ «Standard», что союзныя державы объявили принцу Цину о своемъ намѣреніи потребовать отъ китайскаго правительства строгаго наказанія всѣхъ виновныхъ въ избіеніи иностранцевъ. Въ Пекинѣ продолжаются совѣщанія посланниковъ. Авторъ книги доказываетъ, что маффія и каморра представляютъ собою не только преступныя общества, но и своеобразную политическую силу, съ которою вынуждены считаться мѣстныя власти. xyxy=(1335,426,1582,531)
story-text: Онъ тяжело опирался на перила моста, когда пожилой пассажиръ подошелъ къ нему. Надъ бездной шумѣлъ ледяной потокъ, и брызги долетали до самаго верха. Онъ не оглянулся, не шевельнулся, только крѣпче сжалъ холодное желѣзо. «Вы, вѣроятно, думаете, что я хочу броситься?» — спросилъ онъ наконецъ, не поворачивая головы. Старикъ ничего не отвѣтилъ и сталъ рядомъ съ нимъ, глядя внизъ, въ темную воду. Они долго молчали. Вѣтеръ рвалъ полы ихъ пальто, и гдѣ-то далеко за рѣкою звонили колокола. xyxy=(805,1841,1058,1946)
article-text: Въ сожалѣнію, что предварительная дѣятельность власти оказывается недостаточной, необходимо указать на необходимость принятія особыхъ мѣръ, направленныхъ къ охранѣ общественнаго порядка. Отъ усмотрѣнія полицейской власти зависитъ многое, и отъ своевременнаго ея вмѣшательства часто зависитъ успѣхъ всего дѣла. Полиція обязана слѣдить за тѣмъ, чтобы уличныя скопища не образовывались, а въ случаѣ ихъ образованія принимать мѣры къ немедленному ихъ разсѣянію. При этомъ она должна дѣйствовать съ полною твердостью и рѣшительностью, не допуская колебаній, которыя могутъ быть истолкованы толпою какъ слабость. Необходимо, чтобы чины полиціи были заблаговременно освѣдомлены о мѣстахъ, гдѣ предполагается сборище, и чтобы наряды были поставлены такъ, чтобы предупредить самую возможность безпорядковъ. Если же толпа уже собралась, то слѣдуетъ обратиться къ ней съ требованіемъ разойтись, и лишь въ случаѣ неисполненія этого требованія прибѣгать къ мѣрамъ принужденія. xyxy=(277,934,530,1146)
article-text: Но прибытіи войскъ, по вызову гражданской власти, послѣдняя передаетъ начальнику отряда дальнѣйшее распоряженіе, и съ этой минуты отвѣтственность за принятыя мѣры переходитъ на военное начальство. Войска обязаны дѣйствовать рѣшительно и не допускать никакихъ переговоровъ съ толпою. Предварительно употребленія оружія должно быть сдѣлано троекратное предупрежденіе сигналомъ или голосомъ. Мѣстныя власти должны принимать всѣ мѣры къ тому, чтобы любопытные не скоплялись на улицахъ, гдѣ происходятъ безпорядки, и чтобы мирные жители не подвергались опасности. Изданныя въ этомъ смыслѣ распоряженія должны быть объявлены во всеобщее свѣдѣніе заблаговременно. xyxy=(14,626,264,779)
article-text: Англійскія газеты выражаютъ опасеніе, что соглашеніе это можетъ повести къ полному подчиненію Манчжуріи русскому вліянію. Японія также выражаетъ свое неудовольствіе и требуетъ разъясненій. Между тѣмъ изъ Пекина телеграфируютъ, что китайскіе сановники колеблются и не рѣшаются подписать договоръ безъ согласія другихъ державъ. Положеніе остается неопредѣленнымъ, и дальнѣйшія событія ожидаются съ большимъ интересомъ. xyxy=(1071,875,1322,968)
story-column-4 xyxy=(805,1593,1058,2312)
story-text: — Вы не знаете, что значитъ потерять все, — проговорилъ молодой человѣкъ. — Сегодня утромъ я былъ богатъ, у меня были друзья, было имя. А теперь у меня ничего нѣтъ, кромѣ этого моста и этой бездны. Она ушла отъ меня, и я не знаю, куда идти. — Старикъ покачалъ головою и тихо сказалъ: — Я тоже стоялъ здѣсь когда-то, тридцать лѣтъ тому назадъ, и тоже думалъ, что все кончено. xyxy=(1335,1782,1582,1864)
france-article-title: Французскія дѣла. xyxy=(558,451,647,462)
column-2 xyxy=(277,46,530,1578)
column-5 xyxy=(1071,46,1322,1578)
story-text: Она шла по мосту медленно, прислушиваясь къ шуму воды, и вдругъ остановилась. Ей показалось, что кто-то зоветъ ее по имени. Она обернулась, но на мосту никого не было. Только вѣтеръ гналъ по доскамъ сухіе листья, и фонари мерцали въ туманѣ. Сердце ея сжалось отъ тяжелаго предчувствія. Она побѣжала впередъ, не разбирая дороги, и остановилась лишь у самыхъ перилъ, задыхаясь. xyxy=(1071,1865,1322,1946)
story-text: Она шла по мосту медленно, прислушиваясь къ шуму воды, и вдругъ остановилась. Ей показалось, что кто-то зоветъ ее по имени. Она обернулась, но на мосту никого не было. Только вѣтеръ гналъ по доскамъ сухіе листья, и фонари мерцали въ туманѣ. Сердце ея сжалось отъ тяжелаго предчувствія. Она побѣжала впередъ, не разбирая дороги, и остановилась лишь у самыхъ перилъ, задыхаясь. xyxy=(543,1865,792,1946)
story-text: Онъ тяжело опирался на перила моста, когда пожилой пассажиръ подошелъ къ нему. Надъ бездной шумѣлъ ледяной потокъ, и брызги долетали до самаго верха. Онъ не оглянулся, не шевельнулся, только крѣпче сжалъ холодное желѣзо. «Вы, вѣроятно, думаете, что я хочу броситься?» — спросилъ онъ наконецъ, не поворачивая головы. Старикъ ничего не отвѣтилъ и сталъ рядомъ съ нимъ, глядя внизъ, въ темную воду. Они долго молчали. Вѣтеръ рвалъ полы ихъ пальто, и гдѣ-то далеко за рѣкою звонили колокола. xyxy=(14,1888,264,1993)
fire-article-lead: Грандіозный пожаръ уничтожилъ на дняхъ въ Сѣверо-Американскихъ Штатахъ, въ городѣ Бостонѣ, редакцію газеты «Advertiser». xyxy=(1335,532,1582,566)
story-continuation: (Окончаніе *). xyxy=(109,1684,169,1696)
column-3 xyxy=(543,46,792,1578)
column-4 xyxy=(805,46,1058,1578)
story-column-3 xyxy=(543,1593,792,2312)
column-1 xyxy=(14,46,264,1578)
article-text: Англійскія газеты выражаютъ опасеніе, что соглашеніе это можетъ повести къ полному подчиненію Манчжуріи русскому вліянію. Японія также выражаетъ свое неудовольствіе и требуетъ разъясненій. Между тѣмъ изъ Пекина телеграфируютъ, что китайскіе сановники колеблются и не рѣшаются подписать договоръ безъ согласія другихъ державъ. Положеніе остается неопредѣленнымъ, и дальнѣйшія событія ожидаются съ большимъ интересомъ. xyxy=(1071,496,1322,589)
dukhobors-article-title: Русскіе духоборы въ Канадѣ, xyxy=(1350,662,1500,673)
story-text: Она шла по мосту медленно, прислушиваясь къ шуму воды, и вдругъ остановилась. Ей показалось, что кто-то зоветъ ее по имени. Она обернулась, но на мосту никого не было. Только вѣтеръ гналъ по доскамъ сухіе листья, и фонари мерцали въ туманѣ. Сердце ея сжалось отъ тяжелаго предчувствія. Она побѣжала впередъ, не разбирая дороги, и остановилась лишь у самыхъ перилъ, задыхаясь. xyxy=(1071,1676,1322,1757)
article-text: Всѣ эти обстоятельства указываютъ на то, что вопросъ о духовныхъ конгрегаціяхъ является однимъ изъ важнѣйшихъ въ современной политической жизни Франціи. Министерство Вальдека-Руссо, поставивъ своею задачею ограниченіе вліянія монашескихъ орденовъ, встрѣтило рѣзкое противодѣйствіе со стороны клерикальной партіи. Противники законопроекта утверждаютъ, что онъ нарушаетъ свободу совѣсти и права гражданъ, тогда какъ сторонники его доказываютъ, что конгрегаціи, накопившія огромныя богатства, сдѣлались государствомъ въ государствѣ и угрожаютъ основамъ республиканскаго строя. xyxy=(543,1031,792,1160)
story-column-6 xyxy=(1335,1593,1582,2312)
dateline: Кіевъ, 15-го марта 1901 г. xyxy=(558,437,659,447)
story-text: Онъ тяжело опирался на перила моста, когда пожилой пассажиръ подошелъ къ нему. Надъ бездной шумѣлъ ледяной потокъ, и брызги долетали до самаго верха. Онъ не оглянулся, не шевельнулся, только крѣпче сжалъ холодное желѣзо. «Вы, вѣроятно, думаете, что я хочу броситься?» — спросилъ онъ наконецъ, не поворачивая головы. Старикъ ничего не отвѣтилъ и сталъ рядомъ съ нимъ, глядя внизъ, въ темную воду. Они долго молчали. Вѣтеръ рвалъ полы ихъ пальто, и гдѣ-то далеко за рѣкою звонили колокола. xyxy=(1071,1759,1322,1864)
story-text: Она шла по мосту медленно, прислушиваясь къ шуму воды, и вдругъ остановилась. Ей показалось, что кто-то зоветъ ее по имени. Она обернулась, но на мосту никого не было. Только вѣтеръ гналъ по доскамъ сухіе листья, и фонари мерцали въ туманѣ. Сердце ея сжалось отъ тяжелаго предчувствія. Она побѣжала впередъ, не разбирая дороги, и остановилась лишь у самыхъ перилъ, задыхаясь. xyxy=(1335,1593,1582,1674)
article-text: Но прибытіи войскъ, по вызову гражданской власти, послѣдняя передаетъ начальнику отряда дальнѣйшее распоряженіе, и съ этой минуты отвѣтственность за принятыя мѣры переходитъ на военное начальство. Войска обязаны дѣйствовать рѣшительно и не допускать никакихъ переговоровъ съ толпою. Предварительно употребленія оружія должно быть сдѣлано троекратное предупрежденіе сигналомъ или голосомъ. Мѣстныя власти должны принимать всѣ мѣры къ тому, чтобы любопытные не скоплялись на улицахъ, гдѣ происходятъ безпорядки, и чтобы мирные жители не подвергались опасности. Изданныя въ этомъ смыслѣ распоряженія должны быть объявлены во всеобщее свѣдѣніе заблаговременно. xyxy=(277,47,530,199)
masthead xyxy=(14,0,1582,37)
article-text: Но прибытіи войскъ, по вызову гражданской власти, послѣдняя передаетъ начальнику отряда дальнѣйшее распоряженіе, и съ этой минуты отвѣтственность за принятыя мѣры переходитъ на военное начальство. Войска обязаны дѣйствовать рѣшительно и не допускать никакихъ переговоровъ съ толпою. Предварительно употребленія оружія должно быть сдѣлано троекратное предупрежденіе сигналомъ или голосомъ. Мѣстныя власти должны принимать всѣ мѣры къ тому, чтобы любопытные не скоплялись на улицахъ, гдѣ происходятъ безпорядки, и чтобы мирные жители не подвергались опасности. Изданныя въ этомъ смыслѣ распоряженія должны быть объявлены во всеобщее свѣдѣніе заблаговременно. xyxy=(277,414,530,566)
article-text: Изъ Шанхая телеграфируютъ въ «Standard», что союзныя державы объявили принцу Цину о своемъ намѣреніи потребовать отъ китайскаго правительства строгаго наказанія всѣхъ виновныхъ въ избіеніи иностранцевъ. Въ Пекинѣ продолжаются совѣщанія посланниковъ. Авторъ книги доказываетъ, что маффія и каморра представляютъ собою не только преступныя общества, но и своеобразную политическую силу, съ которою вынуждены считаться мѣстныя власти. xyxy=(1335,153,1582,258)
story-text: Она шла по мосту медленно, прислушиваясь къ шуму воды, и вдругъ остановилась. Ей показалось, что кто-то зоветъ ее по имени. Она обернулась, но на мосту никого не было. Только вѣтеръ гналъ по доскамъ сухіе листья, и фонари мерцали въ туманѣ. Сердце ея сжалось отъ тяжелаго предчувствія. Она побѣжала впередъ, не разбирая дороги, и остановилась лишь у самыхъ перилъ, задыхаясь. xyxy=(805,1759,1058,1840)
article-text: Всѣ эти обстоятельства указываютъ на то, что вопросъ о духовныхъ конгрегаціяхъ является однимъ изъ важнѣйшихъ въ современной политической жизни Франціи. Министерство Вальдека-Руссо, поставивъ своею задачею ограниченіе вліянія монашескихъ орденовъ, встрѣтило рѣзкое противодѣйствіе со стороны клерикальной партіи. Противники законопроекта утверждаютъ, что онъ нарушаетъ свободу совѣсти и права гражданъ, тогда какъ сторонники его доказываютъ, что конгрегаціи, накопившія огромныя богатства, сдѣлались государствомъ въ государствѣ и угрожаютъ основамъ республиканскаго строя. xyxy=(543,534,792,663)
article-text: Въ сожалѣнію, что предварительная дѣятельность власти оказывается недостаточной, необходимо указать на необходимость принятія особыхъ мѣръ, направленныхъ къ охранѣ общественнаго порядка. Отъ усмотрѣнія полицейской власти зависитъ многое, и отъ своевременнаго ея вмѣшательства часто зависитъ успѣхъ всего дѣла. Полиція обязана слѣдить за тѣмъ, чтобы уличныя скопища не образовывались, а въ случаѣ ихъ образованія принимать мѣры къ немедленному ихъ разсѣянію. При этомъ она должна дѣйствовать съ полною твердостью и рѣшительностью, не допуская колебаній, которыя могутъ быть истолкованы толпою какъ слабость. Необходимо, чтобы чины полиціи были заблаговременно освѣдомлены о мѣстахъ, гдѣ предполагается сборище, и чтобы наряды были поставлены такъ, чтобы предупредить самую возможность безпорядковъ. Если же толпа уже собралась, то слѣдуетъ обратиться къ ней съ требованіемъ разойтись, и лишь въ случаѣ неисполненія этого требованія прибѣгать къ мѣрамъ принужденія. xyxy=(14,1147,264,1359)
article-text: Въ сожалѣнію, что предварительная дѣятельность власти оказывается недостаточной, необходимо указать на необходимость принятія особыхъ мѣръ, направленныхъ къ охранѣ общественнаго порядка. Отъ усмотрѣнія полицейской власти зависитъ многое, и отъ своевременнаго ея вмѣшательства часто зависитъ успѣхъ всего дѣла. Полиція обязана слѣдить за тѣмъ, чтобы уличныя скопища не образовывались, а въ случаѣ ихъ образованія принимать мѣры къ немедленному ихъ разсѣянію. При этомъ она должна дѣйствовать съ полною твердостью и рѣшительностью, не допуская колебаній, которыя могутъ быть истолкованы толпою какъ слабость. Необходимо, чтобы чины полиціи были заблаговременно освѣдомлены о мѣстахъ, гдѣ предполагается сборище, и чтобы наряды были поставлены такъ, чтобы предупредить самую возможность безпорядковъ. Если же толпа уже собралась, то слѣдуетъ обратиться къ ней съ требованіемъ разойтись, и лишь въ случаѣ неисполненія этого требованія прибѣгать къ мѣрамъ принужденія. xyxy=(277,201,530,412)
story-column-5 xyxy=(1071,1593,1322,2312)
